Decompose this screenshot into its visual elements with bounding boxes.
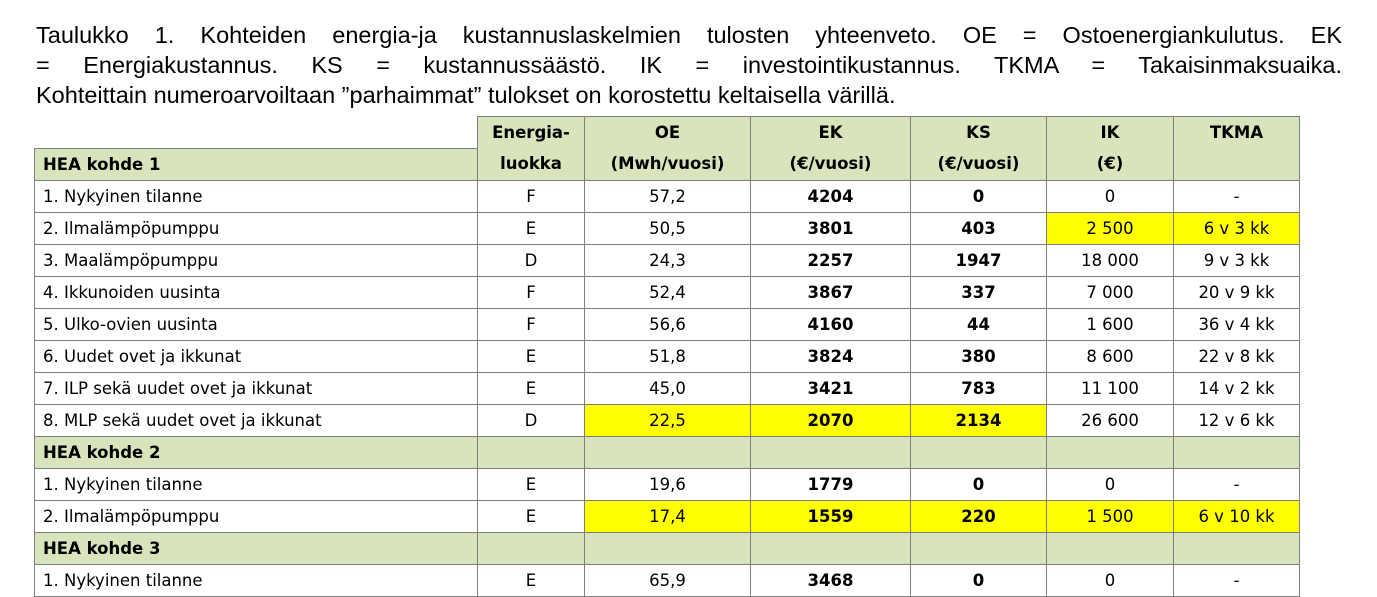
caption-line-3: Kohteittain numeroarvoiltaan ”parhaimmat” tulokset on korostettu keltaisella värillä.: [36, 82, 896, 108]
cell-ek-highlighted: 1559: [751, 500, 911, 532]
cell-ik: 0: [1047, 564, 1174, 596]
header-tkma-unit: [1174, 148, 1300, 180]
cell-luokka: E: [478, 372, 585, 404]
cell-luokka: F: [478, 308, 585, 340]
header-tkma: TKMA: [1174, 117, 1300, 149]
cell-ek: 4204: [751, 180, 911, 212]
cell-ek: 2257: [751, 244, 911, 276]
cell-tkma: 12 v 6 kk: [1174, 404, 1300, 436]
header-ks-unit: (€/vuosi): [911, 148, 1047, 180]
cell-ek: 4160: [751, 308, 911, 340]
header-oe-unit: (Mwh/vuosi): [585, 148, 751, 180]
cell-tkma-highlighted: 6 v 3 kk: [1174, 212, 1300, 244]
header-energialuokka-1: Energia-: [478, 117, 585, 149]
cell-ik: 1 600: [1047, 308, 1174, 340]
cell-ek: 3867: [751, 276, 911, 308]
cell-tkma: 20 v 9 kk: [1174, 276, 1300, 308]
cell-oe-highlighted: 17,4: [585, 500, 751, 532]
row-name: 5. Ulko-ovien uusinta: [35, 308, 478, 340]
table-row: [35, 276, 1300, 308]
table-row: [35, 244, 1300, 276]
cell-luokka: E: [478, 212, 585, 244]
table-row: [35, 180, 1300, 212]
cell-ks-highlighted: 220: [911, 500, 1047, 532]
cell-ik: 8 600: [1047, 340, 1174, 372]
cell-luokka: F: [478, 276, 585, 308]
cell-ik: 26 600: [1047, 404, 1174, 436]
cell-tkma: 14 v 2 kk: [1174, 372, 1300, 404]
cell-tkma: 9 v 3 kk: [1174, 244, 1300, 276]
cell-luokka: D: [478, 404, 585, 436]
cell-oe: 52,4: [585, 276, 751, 308]
cell-oe: 51,8: [585, 340, 751, 372]
cell-luokka: E: [478, 340, 585, 372]
cell-ik: 7 000: [1047, 276, 1174, 308]
cell-ek: 3468: [751, 564, 911, 596]
row-name: 7. ILP sekä uudet ovet ja ikkunat: [35, 372, 478, 404]
caption-line-2: = Energiakustannus. KS = kustannussäästö. IK = investointikustannus. TKMA = Takaisinmaksuaika.: [36, 52, 1342, 78]
cell-ek: 3421: [751, 372, 911, 404]
cell-tkma: -: [1174, 468, 1300, 500]
group-header-row: [35, 436, 1300, 468]
cell-tkma: -: [1174, 564, 1300, 596]
row-name: 1. Nykyinen tilanne: [35, 564, 478, 596]
cell-ik: 0: [1047, 468, 1174, 500]
group-header-row: [35, 532, 1300, 564]
table-row: [35, 564, 1300, 596]
row-name: 2. Ilmalämpöpumppu: [35, 500, 478, 532]
cell-ks-highlighted: 2134: [911, 404, 1047, 436]
cell-ks: 44: [911, 308, 1047, 340]
cell-oe: 65,9: [585, 564, 751, 596]
cell-ik-highlighted: 1 500: [1047, 500, 1174, 532]
cell-tkma: -: [1174, 180, 1300, 212]
table-caption: [36, 20, 1342, 110]
cell-ek-highlighted: 2070: [751, 404, 911, 436]
header-oe: OE: [585, 117, 751, 149]
row-name: 1. Nykyinen tilanne: [35, 468, 478, 500]
table-row: [35, 308, 1300, 340]
cell-tkma: 36 v 4 kk: [1174, 308, 1300, 340]
row-name: 8. MLP sekä uudet ovet ja ikkunat: [35, 404, 478, 436]
cell-ks: 403: [911, 212, 1047, 244]
cell-tkma-highlighted: 6 v 10 kk: [1174, 500, 1300, 532]
cell-luokka: F: [478, 180, 585, 212]
row-name: 6. Uudet ovet ja ikkunat: [35, 340, 478, 372]
cell-ks: 337: [911, 276, 1047, 308]
cell-oe: 24,3: [585, 244, 751, 276]
cell-ks: 380: [911, 340, 1047, 372]
row-name: 3. Maalämpöpumppu: [35, 244, 478, 276]
cell-tkma: 22 v 8 kk: [1174, 340, 1300, 372]
row-name: 1. Nykyinen tilanne: [35, 180, 478, 212]
cell-ks: 0: [911, 564, 1047, 596]
cell-luokka: E: [478, 500, 585, 532]
header-energialuokka-2: luokka: [478, 148, 585, 180]
cell-ek: 3801: [751, 212, 911, 244]
cell-oe-highlighted: 22,5: [585, 404, 751, 436]
cell-ks: 783: [911, 372, 1047, 404]
table-row: [35, 212, 1300, 244]
cell-oe: 56,6: [585, 308, 751, 340]
header-row-2: [35, 148, 1300, 180]
group-title-hea-kohde-3: HEA kohde 3: [35, 532, 478, 564]
cell-ks: 0: [911, 180, 1047, 212]
cell-ik: 11 100: [1047, 372, 1174, 404]
cell-luokka: D: [478, 244, 585, 276]
table-row: [35, 404, 1300, 436]
cell-oe: 50,5: [585, 212, 751, 244]
group-title-hea-kohde-2: HEA kohde 2: [35, 436, 478, 468]
row-name: 2. Ilmalämpöpumppu: [35, 212, 478, 244]
row-name: 4. Ikkunoiden uusinta: [35, 276, 478, 308]
header-ks: KS: [911, 117, 1047, 149]
table-row: [35, 468, 1300, 500]
cell-luokka: E: [478, 564, 585, 596]
header-ek: EK: [751, 117, 911, 149]
cell-oe: 57,2: [585, 180, 751, 212]
energy-summary-table: [34, 116, 1300, 597]
header-ek-unit: (€/vuosi): [751, 148, 911, 180]
table-row: [35, 340, 1300, 372]
cell-ks: 1947: [911, 244, 1047, 276]
cell-ks: 0: [911, 468, 1047, 500]
header-row-1: [35, 117, 1300, 149]
cell-ik: 0: [1047, 180, 1174, 212]
caption-line-1: Taulukko 1. Kohteiden energia-ja kustannuslaskelmien tulosten yhteenveto. OE = Ostoenergiankulutus. EK: [36, 22, 1342, 48]
cell-oe: 19,6: [585, 468, 751, 500]
cell-ek: 1779: [751, 468, 911, 500]
cell-luokka: E: [478, 468, 585, 500]
header-ik-unit: (€): [1047, 148, 1174, 180]
cell-oe: 45,0: [585, 372, 751, 404]
cell-ek: 3824: [751, 340, 911, 372]
group-title-hea-kohde-1: HEA kohde 1: [35, 148, 478, 180]
cell-ik-highlighted: 2 500: [1047, 212, 1174, 244]
table-row: [35, 500, 1300, 532]
header-blank-cell: [35, 117, 478, 149]
cell-ik: 18 000: [1047, 244, 1174, 276]
table-row: [35, 372, 1300, 404]
header-ik: IK: [1047, 117, 1174, 149]
